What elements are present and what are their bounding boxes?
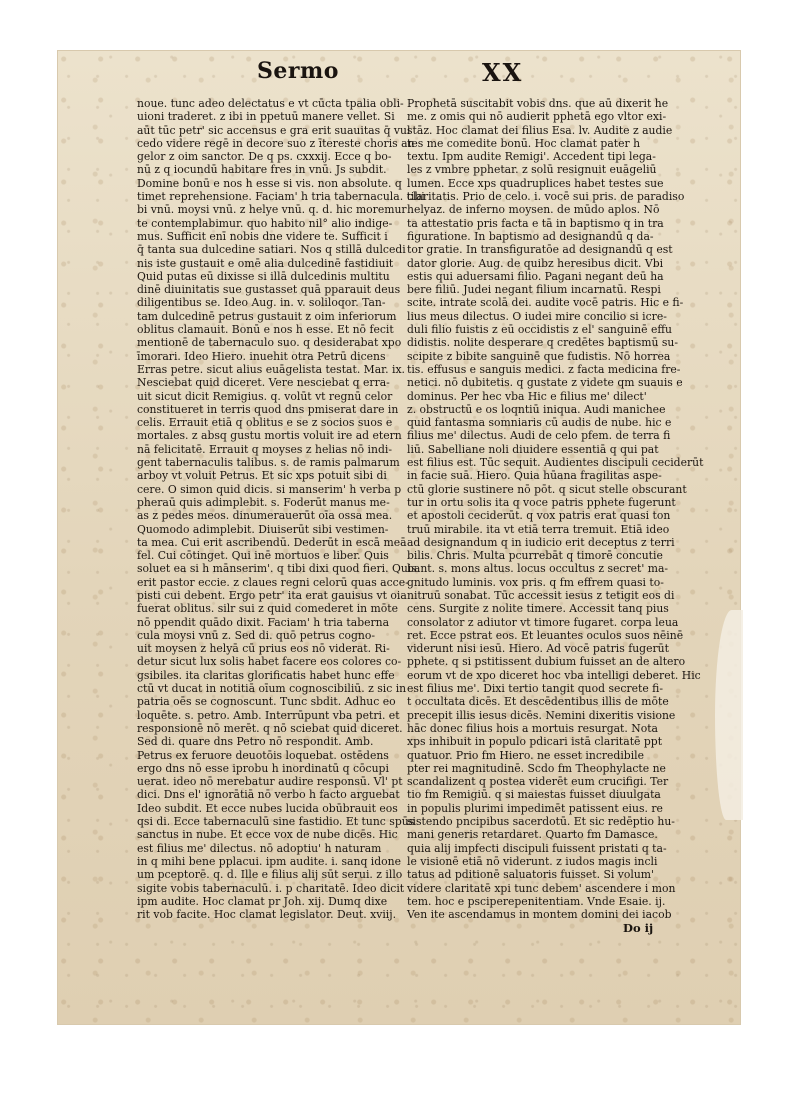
text-line: cere. O simon quid dicis. si manserim' h verba p [137,482,402,496]
text-line: uerat. ideo nō merebatur audire responsū. Vl' pt [137,775,403,789]
text-line: dator glorie. Aug. de quibz heresibus dicit. Vbi [407,256,664,270]
text-line: cula moysi vnū z. Sed di. quō petrus cogno- [137,628,376,642]
right-text-column [407,97,704,927]
text-line: tio fm Remigiū. q si maiestas fuisset diuulgata [407,788,661,802]
text-line: quid fantasma somniaris cū audis de nube. hic e [407,416,672,430]
text-line: tis. effusus e sanguis medici. z facta medicina fre- [407,362,681,376]
text-line: īmorari. Ideo Hiero. inuehit otra Petrū dicens [137,349,386,363]
text-line: as z pedes meos. dinumerauerūt oīa ossa mea. [137,509,393,523]
text-line: qsi di. Ecce tabernaculū sine fastidio. Et tunc spūs [137,815,415,829]
text-line: mani generis retardaret. Quarto fm Damasce. [407,828,658,842]
text-line: Nesciebat quid diceret. Vere nesciebat q erra- [137,376,390,390]
text-line: arboy vt voluit Petrus. Et sic xps potuit sibi di [137,469,387,483]
text-line: pphete. q si pstitissent dubium fuisset an de altero [407,655,686,669]
text-line: helyaz. de inferno moysen. de mūdo aplos. Nō [407,203,660,217]
text-line: ctū vt ducat in notitiā oīum cognoscibiliū. z sic in [137,682,407,696]
text-line: duli filio fuistis z eū occidistis z el' sanguinē effu [407,323,672,337]
text-line: stāz. Hoc clamat dei filius Esa. lv. Audite z audie [407,123,673,137]
text-line: Quid putas eū dixisse si illā dulcedinis multitu [137,269,390,283]
text-line: t occultata dicēs. Et descēdentibus illis de mōte [407,695,669,709]
text-line: uit moysen z helyā cū prius eos nō viderat. Ri- [137,642,390,656]
text-line: sistendo pncipibus sacerdotū. Et sic redēptio hu- [407,815,675,829]
text-line: lumen. Ecce xps quadruplices habet testes sue [407,176,664,190]
text-line: dici. Dns el' ignorātiā nō verbo h facto arguebat [137,788,400,802]
text-line: rit vob facite. Hoc clamat legislator. Deut. xviij. [137,908,397,922]
text-line: sanctus in nube. Et ecce vox de nube dicēs. Hic [137,828,398,842]
text-line: fuerat oblitus. silr sui z quid comederet in mōte [137,602,399,616]
text-line: les z vmbre pphetar. z solū resignuit euāgeliū [407,163,657,177]
text-line: loquēte. s. petro. Amb. Interrūpunt vba petri. et [137,708,400,722]
text-line: gsibiles. ita claritas glorificatis habet hunc effe [137,668,395,682]
text-line: lius meus dilectus. O iudei mire concilio si icre- [407,309,667,323]
text-line: celis. Errauit etiā q oblitus e se z socios suos e [137,416,393,430]
folio-number: XX [482,58,524,87]
text-line: tatus ad pditionē saluatoris fuisset. Si volum' [407,868,654,882]
text-line: nis iste gustauit e omē alia dulcedinē fastidiuit [137,256,394,270]
text-line: dominus. Per hec vba Hic e filius me' dilect' [407,389,647,403]
text-line: in populis plurimi impedimēt patissent eius. re [407,801,663,815]
text-line: nū z q iocundū habitare fres in vnū. Js subdit. [137,163,387,177]
text-line: bere filiū. Judei negant filium incarnatū. Respi [407,283,661,297]
text-line: uioni traderet. z ibi in ppetuū manere vellet. Si [137,110,395,124]
text-line: mortales. z absq gustu mortis voluit ire ad etern [137,429,402,443]
text-line: tem. hoc e psciperepenitentiam. Vnde Esaie. ij. [407,894,666,908]
text-line: pter rei magnitudinē. Scdo fm Theophylacte ne [407,761,666,775]
text-line: noue. tunc adeo delectatus e vt cūcta tpalia obli- [137,97,404,110]
text-line: cedo videre regē in decore suo z ītereste choris an [137,136,415,150]
text-line: tur in ortu solis ita q voce patris pphete fugerunt [407,495,676,509]
text-line: et apostoli ceciderūt. q vox patris erat quasi ton [407,509,671,523]
text-line: aūt tūc petr' sic accensus e gra erit suauitas q̄ vul [137,123,411,137]
text-line: uit sicut dicit Remigius. q. volūt vt regnū celor [137,389,393,403]
text-line: truū mirabile. ita vt etiā terra tremuit. Etiā ideo [407,522,670,536]
catchword: Do ij [623,921,654,935]
text-line: ret. Ecce pstrat eos. Et leuantes oculos suos nēinē [407,628,684,642]
text-line: cens. Surgite z nolite timere. Accessit tanq pius [407,602,669,616]
text-line: estis qui aduersami filio. Pagani negant deū ha [407,269,664,283]
text-line: claritatis. Prio de celo. i. vocē sui pris. de paradiso [407,190,685,204]
text-line: dinē diuinitatis sue gustasset quā pparauit deus [137,283,401,297]
text-line: responsionē nō merēt. q nō sciebat quid diceret. [137,721,403,735]
text-line: hāc donec filius hois a mortuis resurgat. Nota [407,721,658,735]
text-line: Quomodo adimplebit. Diuiserūt sibi vestimen- [137,522,389,536]
text-line: pisti cui debent. Ergo petr' ita erat gauisus vt oia [137,588,407,602]
text-line: liū. Sabelliane noli diuidere essentiā q qui pat [407,442,659,456]
text-line: bi vnū. moysi vnū. z helye vnū. q. d. hic moremur [137,203,407,217]
text-line: filius me' dilectus. Audi de celo pfem. de terra fi [407,429,671,443]
text-line: me. z omis qui nō audierit pphetā ego vltor exi- [407,110,667,124]
text-line: detur sicut lux solis habet facere eos colores co- [137,655,402,669]
text-line: le visionē etiā nō viderunt. z iudos magis incli [407,854,658,868]
text-line: eorum vt de xpo diceret hoc vba intelligi deberet. Hic [407,668,701,682]
text-line: ad designandum q in iudicio erit deceptus z terri [407,535,675,549]
text-line: Sed di. quare dns Petro nō respondit. Amb. [137,735,374,749]
text-line: Ideo subdit. Et ecce nubes lucida obūbrauit eos [137,801,398,815]
text-line: ipm audite. Hoc clamat pr Joh. xij. Dumq dixe [137,894,388,908]
text-line: tes me comedite bonū. Hoc clamat pater h [407,136,641,150]
text-line: scipite z bibite sanguinē que fudistis. Nō horrea [407,349,671,363]
text-line: ergo dns nō esse iprobu h inordinatū q cōcupi [137,761,389,775]
text-line: scite. intrate scolā dei. audite vocē patris. Hic e fi- [407,296,684,310]
text-line: Ven ite ascendamus in montem domini dei iacob [407,908,672,922]
manuscript-leaf [57,50,741,1025]
torn-edge [715,610,743,820]
text-line: textu. Ipm audite Remigi'. Accedent tipi lega- [407,150,656,164]
text-line: oblitus clamauit. Bonū e nos h esse. Et nō fecit [137,323,394,337]
text-line: te contemplabimur. quo habito nil° alio indige- [137,216,393,230]
text-line: tam dulcedinē petrus gustauit z oim inferiorum [137,309,397,323]
text-line: bilis. Chris. Multa pcurrebāt q timorē concutie [407,549,663,563]
text-line: mentionē de tabernaculo suo. q desiderabat xpo [137,336,402,350]
text-line: in q mihi bene pplacui. ipm audite. i. sanq idone [137,854,402,868]
text-line: timet reprehensione. Faciam' h tria tabernacula. tibi [137,190,425,204]
text-line: est filius est. Tūc sequit. Audientes discipuli ceciderūt [407,456,704,470]
text-line: ctū glorie sustinere nō pōt. q sicut stelle obscurant [407,482,687,496]
text-line: sigite vobis tabernaculū. i. p charitatē. Ideo dicit [137,881,405,895]
text-line: erit pastor eccie. z claues regni celorū quas acce- [137,575,409,589]
text-line: Petrus ex feruore deuotōis loquebat. ostēdens [137,748,389,762]
text-line: Erras petre. sicut alius euāgelista testat. Mar. ix. [137,362,405,376]
text-line: precepit illis iesus dicēs. Nemini dixeritis visione [407,708,676,722]
text-line: tor gratie. In transfiguratōe ad designandū q est [407,243,673,257]
left-text-column [137,97,425,927]
text-line: constitueret in terris quod dns pmiserat dare in [137,402,399,416]
text-line: didistis. nolite desperare q credētes baptismū su- [407,336,679,350]
text-line: soluet ea si h mānserim'. q tibi dixi quod fieri. Quis [137,562,417,576]
text-line: est filius me'. Dixi tertio tangit quod secrete fi- [407,682,664,696]
text-line: diligentibus se. Ideo Aug. in. v. soliloqor. Tan- [137,296,386,310]
text-line: viderunt nisi iesū. Hiero. Ad vocē patris fugerūt [407,642,669,656]
text-line: consolator z adiutor vt timore fugaret. corpa leua [407,615,679,629]
text-line: nā felicitatē. Errauit q moyses z helias nō indi- [137,442,392,456]
text-line: fel. Cui cōtinget. Qui inē mortuos e liber. Quis [137,549,389,563]
text-line: gent tabernaculis talibus. s. de ramis palmarum [137,456,400,470]
text-line: pheraū quis adimplebit. s. Foderūt manus me- [137,495,390,509]
text-line: ta mea. Cui erit ascribendū. Dederūt in escā meā [137,535,407,549]
text-line: q̄ tanta sua dulcedine satiari. Nos q stillā dulcedi [137,243,406,257]
text-line: quatuor. Prio fm Hiero. ne esset incredibile [407,748,644,762]
text-line: gnitudo luminis. vox pris. q fm effrem quasi to- [407,575,664,589]
text-line: figuratione. In baptismo ad designandū q da- [407,229,654,243]
text-line: nō ppendit quādo dixit. Faciam' h tria taberna [137,615,390,629]
running-head: Sermo [257,58,339,84]
text-line: bant. s. mons altus. locus occultus z secret' ma- [407,562,669,576]
text-line: nitruū sonabat. Tūc accessit iesus z tetigit eos di [407,588,675,602]
text-line: videre claritatē xpi tunc debem' ascendere i mon [407,881,676,895]
text-line: est filius me' dilectus. nō adoptiu' h naturam [137,841,382,855]
text-line: scandalizent q postea viderēt eum crucifigi. Ter [407,775,669,789]
text-line: in facie suā. Hiero. Quia hūana fragilitas aspe- [407,469,662,483]
text-line: um pceptorē. q. d. Ille e filius alij sūt serui. z illo [137,868,403,882]
text-line: ta attestatio pris facta e tā in baptismo q in tra [407,216,664,230]
text-line: netici. nō dubitetis. q gustate z videte qm suauis e [407,376,683,390]
text-line: patria oēs se cognoscunt. Tunc sbdit. Adhuc eo [137,695,396,709]
text-line: xps inhibuit in populo pdicari istā claritatē ppt [407,735,663,749]
text-line: Prophetā suscitabit vobis dns. que aū dixerit he [407,97,669,110]
text-line: quia alij impfecti discipuli fuissent pristati q ta- [407,841,667,855]
text-line: Domine bonū e nos h esse si vis. non absolute. q [137,176,402,190]
text-line: z. obstructū e os loqntiū iniqua. Audi manichee [407,402,666,416]
text-line: gelor z oim sanctor. De q ps. cxxxij. Ecce q bo- [137,150,392,164]
text-line: mus. Sufficit enī nobis dne videre te. Sufficit i [137,229,388,243]
